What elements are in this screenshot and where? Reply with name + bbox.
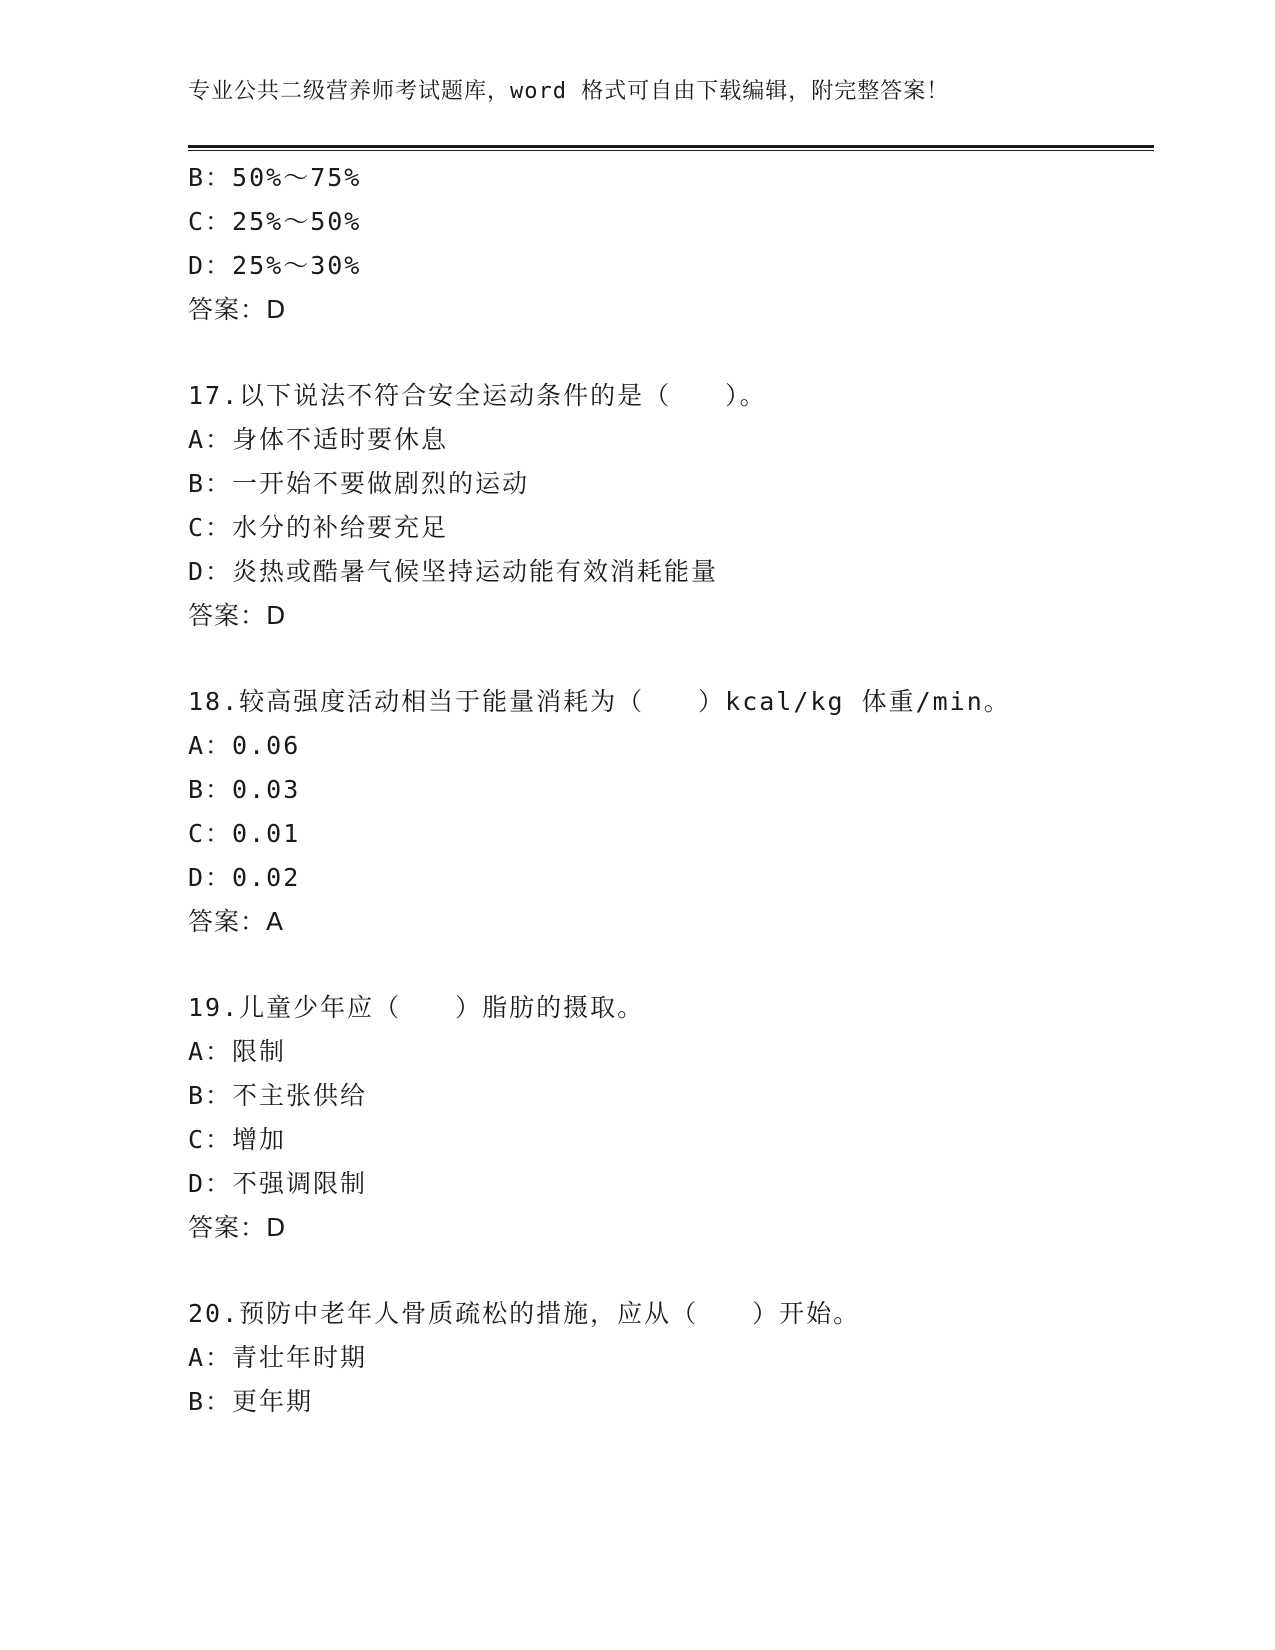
q17-option-b: B：一开始不要做剧烈的运动 — [188, 469, 530, 498]
q19-option-d: D：不强调限制 — [188, 1169, 368, 1198]
header-divider-thin — [188, 150, 1154, 151]
q19-option-c: C：增加 — [188, 1125, 287, 1154]
q18-option-d: D：0.02 — [188, 863, 301, 892]
q18-answer: 答案：A — [188, 907, 285, 936]
q20-option-a: A：青壮年时期 — [188, 1343, 368, 1372]
q17-option-a: A：身体不适时要休息 — [188, 425, 449, 454]
q19-stem: 19.儿童少年应（ ）脂肪的摄取。 — [188, 993, 645, 1022]
header-divider-thick — [188, 145, 1154, 148]
q17-option-c: C：水分的补给要充足 — [188, 513, 449, 542]
q17-option-d: D：炎热或酷暑气候坚持运动能有效消耗能量 — [188, 557, 719, 586]
q17-stem: 17.以下说法不符合安全运动条件的是（ ）。 — [188, 381, 767, 410]
q19-option-a: A：限制 — [188, 1037, 287, 1066]
q19-answer: 答案：D — [188, 1213, 287, 1242]
q19-option-b: B：不主张供给 — [188, 1081, 368, 1110]
q18-option-b: B：0.03 — [188, 775, 301, 804]
q16-option-c: C：25%～50% — [188, 207, 362, 236]
q16-option-b: B：50%～75% — [188, 163, 362, 192]
q18-option-a: A：0.06 — [188, 731, 301, 760]
q18-option-c: C：0.01 — [188, 819, 301, 848]
q16-option-d: D：25%～30% — [188, 251, 362, 280]
q20-stem: 20.预防中老年人骨质疏松的措施，应从（ ）开始。 — [188, 1299, 861, 1328]
q20-option-b: B：更年期 — [188, 1387, 314, 1416]
q17-answer: 答案：D — [188, 601, 287, 630]
q16-answer: 答案：D — [188, 295, 287, 324]
page-header: 专业公共二级营养师考试题库，word 格式可自由下载编辑，附完整答案！ — [188, 79, 950, 104]
q18-stem: 18.较高强度活动相当于能量消耗为（ ）kcal/kg 体重/min。 — [188, 687, 1011, 716]
